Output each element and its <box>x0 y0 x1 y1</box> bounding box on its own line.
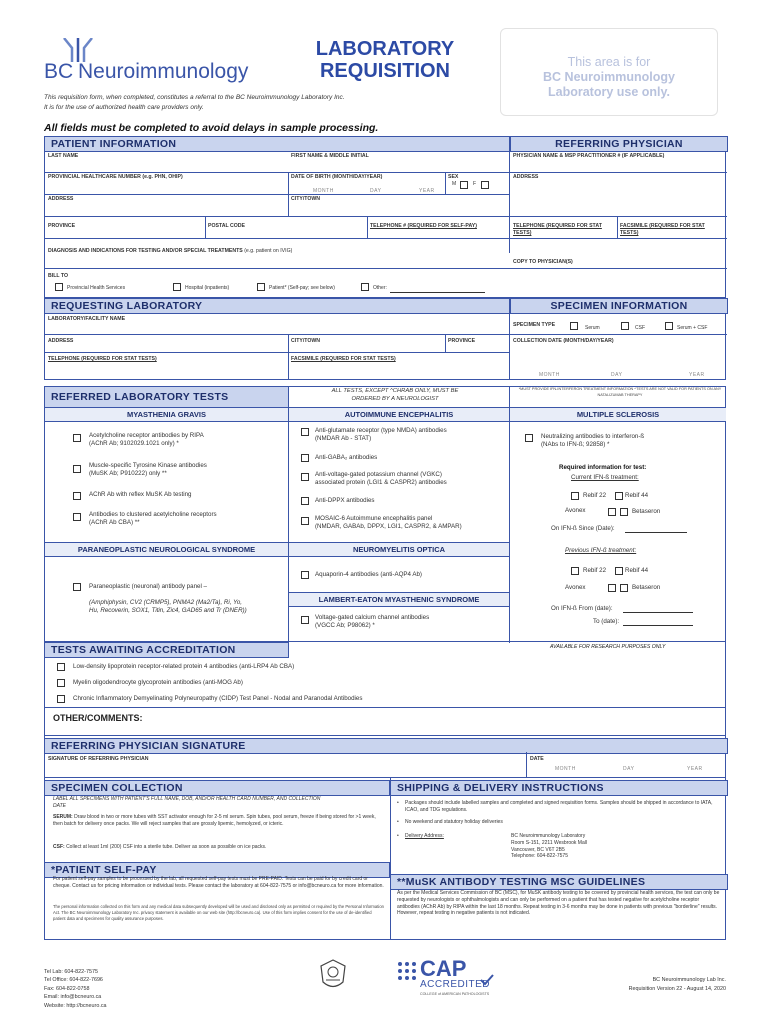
musk-text: As per the Medical Services Commission of BC (MSC), for MuSK antibody testing to be covered by provincial health services, the test can only be requested by neurologists or ophthalmologists and can only be performed on a patient that has tested negative for acetylcholine receptor antibodies (AChR Ab) by RIPA within the last 18 months. Repeat testing in 3-6 months may be done in patients with previous "borderline" results. However, repeat testing in negative patients is not indicated. <box>397 890 720 917</box>
specimen-csf-label: CSF <box>635 325 645 331</box>
ms-previous-avonex-checkbox[interactable] <box>608 584 616 592</box>
physician-address-label: ADDRESS <box>513 174 539 180</box>
patient-last-name-field[interactable] <box>47 160 287 172</box>
ms-current-rebif22-checkbox[interactable] <box>571 492 579 500</box>
lems-item-a: Voltage-gated calcium channel antibodies <box>315 614 430 621</box>
signature-date-label: DATE <box>530 756 544 762</box>
stat-note <box>295 387 495 404</box>
ms-current: Current IFN-ß treatment: <box>571 474 639 481</box>
ms-nabs-checkbox[interactable] <box>525 434 533 442</box>
lab-province-label: PROVINCE <box>448 338 476 344</box>
shipping-address <box>511 833 587 860</box>
collection-serum <box>53 814 385 828</box>
footer-email: Email: info@bcneuro.ca <box>44 994 102 1001</box>
collection-csf-label: CSF: <box>53 844 65 850</box>
lab-telephone-label: TELEPHONE (REQUIRED FOR STAT TESTS) <box>48 356 157 362</box>
collection-day: DAY <box>611 372 623 378</box>
specimen-serum-csf-label: Serum + CSF <box>677 325 708 331</box>
patient-phn-field[interactable] <box>47 181 287 193</box>
cap-logo <box>396 958 506 998</box>
referring-header: REFERRING PHYSICIAN <box>510 136 728 152</box>
ae-item-3-b: associated protein (LGI1 & CASPR2) antibodies <box>315 479 447 487</box>
mg-item-2-b: (MuSK Ab; P910222) only ** <box>89 470 167 478</box>
tests-header: REFERRED LABORATORY TESTS <box>44 386 289 408</box>
diagnosis-label-b: (e.g. patient on IVIG) <box>244 248 293 254</box>
mg-item-3-checkbox[interactable] <box>73 492 81 500</box>
ms-previous-rebif22: Rebif 22 <box>583 567 607 574</box>
shipping-bullet-2-text: No weekend and statutory holiday deliveries <box>405 819 503 825</box>
patient-postal-label: POSTAL CODE <box>208 223 245 229</box>
ms-to-field[interactable] <box>623 625 693 626</box>
signature-header: REFERRING PHYSICIAN SIGNATURE <box>44 738 728 754</box>
patient-dob-label: DATE OF BIRTH (MONTH/DAY/YEAR) <box>291 174 383 180</box>
bill-provincial-checkbox[interactable] <box>55 283 63 291</box>
footer-contact <box>44 968 107 1010</box>
ms-current-avonex-checkbox[interactable] <box>608 508 616 516</box>
ms-required: Required information for test: <box>559 464 647 471</box>
shipping-address-line4: Telephone: 604-822-7575 <box>511 853 568 860</box>
stat-note-a: ALL TESTS, EXCEPT ^CHRAB ONLY, MUST BE <box>331 388 459 394</box>
pns-title: PARANEOPLASTIC NEUROLOGICAL SYNDROME <box>45 542 288 557</box>
collection-label-a: LABEL ALL SPECIMENS WITH PATIENT'S FULL NAME, DOB, AND/OR HEALTH CARD NUMBER, AND COLLECTION <box>53 796 321 802</box>
ae-item-3-checkbox[interactable] <box>301 473 309 481</box>
collection-label-b: DATE <box>53 802 66 809</box>
ae-item-1-checkbox[interactable] <box>301 428 309 436</box>
logo <box>44 38 249 88</box>
ms-nabs <box>541 433 644 450</box>
nmo-item: Aquaporin-4 antibodies (anti-AQP4 Ab) <box>315 571 422 578</box>
shipping-bullet-2: • No weekend and statutory holiday deliveries <box>397 819 503 825</box>
ae-item-1 <box>315 427 447 444</box>
other-block <box>44 708 726 736</box>
mg-item-1 <box>89 432 204 449</box>
ms-previous-rebif44: Rebif 44 <box>625 567 649 574</box>
collection-date-field[interactable] <box>513 348 723 370</box>
bill-other-field[interactable] <box>390 292 485 293</box>
shipping-bullet-1-text: Packages should include labelled samples and completed and signed requisition forms. Samples should be shipped in accordance to IATA, ICAO, and TDG regulations. <box>405 800 713 813</box>
collection-year: YEAR <box>689 372 705 378</box>
physician-address-field[interactable] <box>513 181 723 213</box>
patient-city-field[interactable] <box>291 203 505 215</box>
physician-telephone-label <box>513 223 602 237</box>
pns-detail-a: (Amphiphysin, CV2 (CRMP5), PNMA2 (Ma2/Ta), Ri, Yo, <box>89 599 243 606</box>
sex-m-checkbox[interactable] <box>460 181 468 189</box>
lems-title: LAMBERT-EATON MYASTHENIC SYNDROME <box>289 592 509 607</box>
lab-use-box <box>500 28 718 116</box>
lab-use-line2: BC Neuroimmunology <box>543 70 675 84</box>
lab-fax-label: FACSIMILE (REQUIRED FOR STAT TESTS) <box>291 356 396 362</box>
patient-dob-field[interactable] <box>291 181 441 189</box>
patient-dob-month: MONTH <box>313 188 334 194</box>
collection-serum-label: SERUM: <box>53 814 73 820</box>
ms-current-rebif44: Rebif 44 <box>625 492 649 499</box>
awaiting-block <box>44 642 726 708</box>
lab-use-line1: This area is for <box>567 55 651 69</box>
ms-previous-betaseron: Betaseron <box>632 584 661 591</box>
ms-current-avonex: Avonex <box>565 507 586 514</box>
ae-item-3 <box>315 471 447 488</box>
ms-current-betaseron: Betaseron <box>632 508 661 515</box>
copy-to-label: COPY TO PHYSICIAN(S) <box>513 259 573 265</box>
awaiting-item-3: Chronic Inflammatory Demyelinating Polyneuropathy (CIDP) Test Panel - Nodal and Paranodal Antibodies <box>73 695 363 702</box>
physician-fax-label <box>620 223 705 237</box>
patient-phn-label: PROVINCIAL HEALTHCARE NUMBER (e.g. PHN, OHIP) <box>48 174 183 180</box>
bill-hospital-checkbox[interactable] <box>173 283 181 291</box>
physician-telephone-label-a: TELEPHONE (REQUIRED FOR STAT <box>513 223 602 229</box>
ms-note: *MUST PROVIDE IFN-INTERFERON TREATMENT INFORMATION ^TESTS ARE NOT VALID FOR PATIENTS ON ANY NATALIZUMAB THERAPY <box>518 387 722 397</box>
sex-f-label: F <box>473 181 477 187</box>
shipping-address-line2: Room S-151, 2211 Wesbrook Mall <box>511 839 587 846</box>
awaiting-item-2: Myelin oligodendrocyte glycoprotein antibodies (anti-MOG Ab) <box>73 679 243 686</box>
ae-item-5-checkbox[interactable] <box>301 517 309 525</box>
footer-tel-office: Tel Office: 604-822-7696 <box>44 977 103 984</box>
collection-header: SPECIMEN COLLECTION <box>44 780 390 796</box>
specimen-type-label: SPECIMEN TYPE <box>513 322 556 328</box>
cap-mark-icon <box>396 960 418 986</box>
specimen-info-header: SPECIMEN INFORMATION <box>510 298 728 314</box>
bill-provincial-label: Provincial Health Services <box>67 285 126 291</box>
footer-fax: Fax: 604-822-0758 <box>44 985 90 992</box>
mg-item-3: AChR Ab with reflex MuSK Ab testing <box>89 491 192 498</box>
specimen-serum-checkbox[interactable] <box>570 322 578 330</box>
patient-header: PATIENT INFORMATION <box>44 136 510 152</box>
shipping-bullet-1: • Packages should include labelled samples and completed and signed requisition forms. Samples should be shipped in accordance to IATA, ICAO, and TDG regulations. <box>397 800 713 813</box>
ms-from: On IFN-ß From (date): <box>551 605 613 612</box>
ae-item-3-a: Anti-voltage-gated potassium channel (VGKC) <box>315 471 442 478</box>
collection-serum-text: Draw blood in two or more tubes with SST activator enough for 2-5 ml serum. Spin tubes, pool serum, freeze if being stored for >1 week, then batch for delivery once packs. We will reject samples that are grossly lipemic, hemolyzed, or icteric. <box>53 814 376 827</box>
physician-fax-label-a: FACSIMILE (REQUIRED FOR STAT <box>620 223 705 229</box>
ms-to: To (date): <box>593 618 620 625</box>
specimen-serum-csf-checkbox[interactable] <box>665 322 673 330</box>
ms-since-field[interactable] <box>625 532 687 533</box>
ms-previous-rebif44-checkbox[interactable] <box>615 567 623 575</box>
collection-csf-text: Collect at least 1ml (200) CSF into a sterile tube. Deliver as soon as possible on ice packs. <box>66 844 267 850</box>
selfpay-text: For patient self-pay samples to be processed by the lab, all requested self-pay tests must be PRE-PAID. Tests can be paid for by credit card or cheque. Contact us for pricing information or individual tests. Please contact the laboratory at 604-822-7575 or info@bcneuro.ca for more information. <box>53 876 384 889</box>
ms-current-betaseron-checkbox[interactable] <box>620 508 628 516</box>
lab-city-label: CITY/TOWN <box>291 338 321 344</box>
ae-item-5-b: (NMDAR, GABAb, DPPX, LGI1, CASPR2, & AMPAR) <box>315 523 462 531</box>
form-title-line1: LABORATORY <box>315 38 455 60</box>
mg-item-4-a: Antibodies to clustered acetylcholine receptors <box>89 511 217 518</box>
footer-version <box>560 976 726 993</box>
ms-from-field[interactable] <box>623 612 693 613</box>
patient-referring-block <box>44 136 726 298</box>
ae-item-2-checkbox[interactable] <box>301 454 309 462</box>
bill-patient-checkbox[interactable] <box>257 283 265 291</box>
lab-address-label: ADDRESS <box>48 338 74 344</box>
ae-item-1-b: (NMDAR Ab - STAT) <box>315 435 372 443</box>
cap-tag: COLLEGE of AMERICAN PATHOLOGISTS <box>420 992 490 996</box>
all-fields-note: All fields must be completed to avoid delays in sample processing. <box>44 122 379 134</box>
signature-day: DAY <box>623 766 635 772</box>
mg-item-4-checkbox[interactable] <box>73 513 81 521</box>
collection-date-label: COLLECTION DATE (MONTH/DAY/YEAR) <box>513 338 614 344</box>
other-label: OTHER/COMMENTS: <box>53 713 143 723</box>
mg-item-2-a: Muscle-specific Tyrosine Kinase antibodies <box>89 462 207 469</box>
awaiting-item-1-checkbox[interactable] <box>57 663 65 671</box>
mg-item-1-checkbox[interactable] <box>73 434 81 442</box>
awaiting-header: TESTS AWAITING ACCREDITATION <box>44 642 289 658</box>
awaiting-item-2-checkbox[interactable] <box>57 679 65 687</box>
shipping-bullet-3-text: Delivery Address: <box>405 833 444 839</box>
specimen-csf-checkbox[interactable] <box>621 322 629 330</box>
ae-item-1-a: Anti-glutamate receptor (type NMDA) antibodies <box>315 427 447 434</box>
pns-checkbox[interactable] <box>73 583 81 591</box>
physician-name-field[interactable] <box>513 160 723 172</box>
physician-telephone-label-b: TESTS) <box>513 229 532 236</box>
nmo-title: NEUROMYELITIS OPTICA <box>289 542 509 557</box>
patient-province-label: PROVINCE <box>48 223 76 229</box>
bill-hospital-label: Hospital (inpatients) <box>185 285 230 291</box>
mg-item-2 <box>89 462 207 479</box>
patient-first-name-field[interactable] <box>291 160 505 172</box>
patient-telephone-label: TELEPHONE # (REQUIRED FOR SELF-PAY) <box>370 223 477 229</box>
physician-name-label: PHYSICIAN NAME & MSP PRACTITIONER # (IF APPLICABLE) <box>513 153 665 159</box>
other-field[interactable] <box>155 712 715 730</box>
specimen-serum-label: Serum <box>585 325 600 331</box>
ms-previous-avonex: Avonex <box>565 584 586 591</box>
footer-website: Website: http://bcneuro.ca <box>44 1002 107 1009</box>
pns-item: Paraneoplastic (neuronal) antibody panel – <box>89 583 207 590</box>
logo-bc: BC <box>44 60 74 83</box>
patient-sex-label: SEX <box>448 174 459 180</box>
awaiting-item-3-checkbox[interactable] <box>57 695 65 703</box>
ms-since: On IFN-ß Since (Date): <box>551 525 615 532</box>
ae-item-2: Anti-GABA₂ antibodies <box>315 454 378 461</box>
lems-item-b: (VGCC Ab; P98062) * <box>315 622 375 630</box>
tests-block <box>44 386 726 642</box>
ms-previous-betaseron-checkbox[interactable] <box>620 584 628 592</box>
intro-text <box>44 93 345 113</box>
patient-city-label: CITY/TOWN <box>291 196 321 202</box>
footer-tel-lab: Tel Lab: 604-822-7575 <box>44 969 98 975</box>
signature-label: SIGNATURE OF REFERRING PHYSICIAN <box>48 756 149 762</box>
cap-sub: ACCREDITED <box>420 979 491 990</box>
collection-month: MONTH <box>539 372 560 378</box>
ae-item-4-checkbox[interactable] <box>301 497 309 505</box>
sex-f-checkbox[interactable] <box>481 181 489 189</box>
ms-previous: Previous IFN-ß treatment: <box>565 547 637 554</box>
shipping-bullet-3: • Delivery Address: <box>397 833 444 839</box>
physician-fax-label-b: TESTS) <box>620 229 639 236</box>
ms-nabs-a: Neutralizing antibodies to interferon-ß <box>541 433 645 440</box>
mg-item-2-checkbox[interactable] <box>73 465 81 473</box>
research-note <box>550 644 665 650</box>
bottom-info-block <box>44 778 726 940</box>
ms-title: MULTIPLE SCLEROSIS <box>510 407 726 422</box>
bill-to-label: BILL TO <box>48 273 68 279</box>
lab-facility-field[interactable] <box>47 323 507 333</box>
sex-m-label: M <box>452 181 457 187</box>
ae-item-5 <box>315 515 462 532</box>
patient-address-label: ADDRESS <box>48 196 74 202</box>
logo-mark-icon <box>62 38 96 62</box>
shipping-header: SHIPPING & DELIVERY INSTRUCTIONS <box>390 780 728 796</box>
form-title <box>300 38 470 82</box>
diagnosis-label-a: DIAGNOSIS AND INDICATIONS FOR TESTING AND/OR SPECIAL TREATMENTS <box>48 248 243 254</box>
patient-address-field[interactable] <box>47 203 287 215</box>
footer-version-text: Requisition Version 22 - August 14, 2020 <box>628 985 726 992</box>
patient-first-name-label: FIRST NAME & MIDDLE INITIAL <box>291 153 369 159</box>
lems-checkbox[interactable] <box>301 616 309 624</box>
ms-nabs-b: (NAbs to IFN-ß; 92858) * <box>541 441 610 449</box>
nmo-checkbox[interactable] <box>301 571 309 579</box>
mg-item-1-b: (AChR Ab; 9102029.1021 only) * <box>89 440 179 448</box>
mg-item-4-b: (AChR Ab CBA) ** <box>89 519 140 527</box>
checkmark-icon <box>480 974 494 986</box>
pns-detail <box>89 599 247 616</box>
logo-name: Neuroimmunology <box>78 60 249 83</box>
crest-icon <box>318 958 348 992</box>
ms-current-rebif22: Rebif 22 <box>583 492 607 499</box>
diagnosis-field[interactable] <box>47 255 507 265</box>
requesting-specimen-block <box>44 298 726 380</box>
patient-last-name-label: LAST NAME <box>48 153 79 159</box>
ms-current-rebif44-checkbox[interactable] <box>615 492 623 500</box>
signature-year: YEAR <box>687 766 703 772</box>
bill-other-checkbox[interactable] <box>361 283 369 291</box>
musk-header: **MuSK ANTIBODY TESTING MSC GUIDELINES <box>390 874 728 890</box>
cap-main: CAP <box>420 956 467 981</box>
lems-item <box>315 614 429 631</box>
shipping-address-line1: BC Neuroimmunology Laboratory <box>511 833 586 839</box>
patient-telephone-field[interactable] <box>370 229 506 237</box>
selfpay-privacy: The personal information collected on this form and any medical data subsequently developed will be used and disclosed only as permitted or required by the Personal Information Act. The BC Neuroimmunology Laboratory Inc. privacy statement is available on our web site (http://bcneuro.ca). Use of this form implies consent for the use of de-identified patient data and specimens for quality assurance purposes. <box>53 904 385 921</box>
requesting-header: REQUESTING LABORATORY <box>44 298 510 314</box>
pns-detail-b: Hu, Recoverin, SOX1, Titin, Zic4, GAD65 and Tr (DNER)) <box>89 607 247 615</box>
mg-title: MYASTHENIA GRAVIS <box>45 407 288 422</box>
stat-note-b: ORDERED BY A NEUROLOGIST <box>351 396 439 403</box>
selfpay-header: *PATIENT SELF-PAY <box>44 862 390 878</box>
ae-item-4: Anti-DPPX antibodies <box>315 497 375 504</box>
ae-item-5-a: MOSAIC-6 Autoimmune encephalitis panel <box>315 515 433 522</box>
patient-dob-year: YEAR <box>419 188 435 194</box>
lab-use-line3-text: Laboratory use only. <box>547 85 670 99</box>
collection-label <box>53 796 383 810</box>
form-title-line2: REQUISITION <box>319 60 450 82</box>
footer-lab-name: BC Neuroimmunology Lab Inc. <box>652 977 726 983</box>
intro-line2: It is for the use of authorized health care providers only. <box>44 103 204 111</box>
bill-other-label: Other: <box>373 285 387 291</box>
ms-previous-rebif22-checkbox[interactable] <box>571 567 579 575</box>
shipping-address-line3: Vancouver, BC V6T 2B5 <box>511 846 565 853</box>
diagnosis-label <box>48 248 292 254</box>
collection-csf <box>53 844 385 851</box>
signature-field[interactable] <box>47 763 525 776</box>
signature-block <box>44 736 726 778</box>
mg-item-1-a: Acetylcholine receptor antibodies by RIPA <box>89 432 204 439</box>
intro-line1: This requisition form, when completed, constitutes a referral to the BC Neuroimmunology Laboratory Inc. <box>44 94 345 101</box>
mg-item-4 <box>89 511 217 528</box>
signature-month: MONTH <box>555 766 576 772</box>
patient-dob-day: DAY <box>370 188 382 194</box>
lab-use-line3 <box>501 85 717 100</box>
ae-title: AUTOIMMUNE ENCEPHALITIS <box>289 407 509 422</box>
lab-facility-label: LABORATORY/FACILITY NAME <box>48 316 126 322</box>
bill-patient-label: Patient* (Self-pay; see below) <box>269 285 335 291</box>
awaiting-item-1: Low-density lipoprotein receptor-related protein 4 antibodies (anti-LRP4 Ab CBA) <box>73 663 295 670</box>
research-note-text: AVAILABLE FOR RESEARCH PURPOSES ONLY <box>550 644 666 650</box>
